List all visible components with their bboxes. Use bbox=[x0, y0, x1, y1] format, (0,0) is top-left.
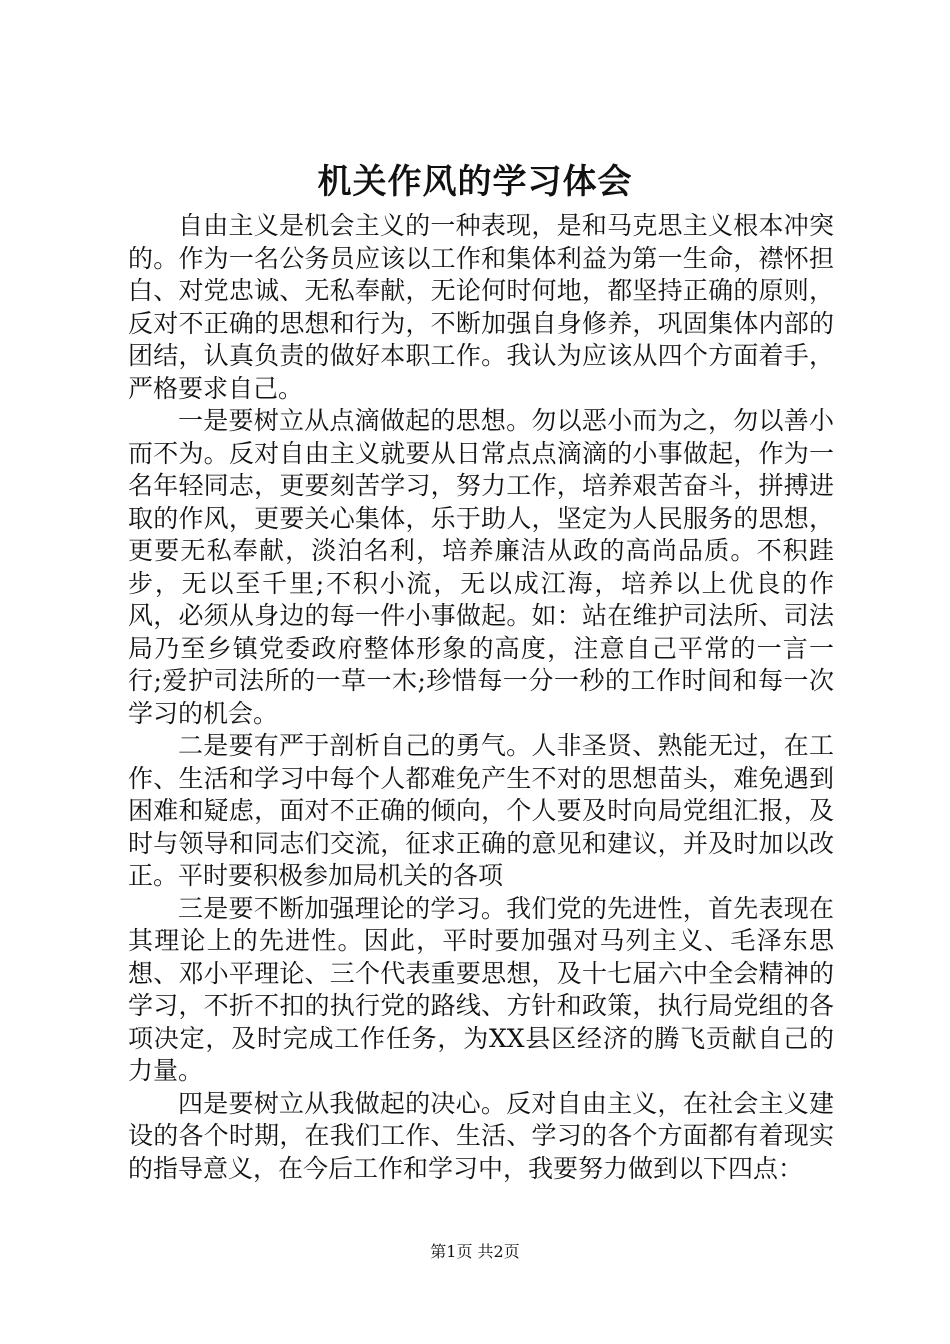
paragraph-4: 三是要不断加强理论的学习。我们党的先进性，首先表现在其理论上的先进性。因此，平时要加强对马列主义、毛泽东思想、邓小平理论、三个代表重要思想，及十七届六中全会精神的学习，不折不扣的执行党的路线、方针和政策，执行局党组的各项决定，及时完成工作任务，为XX县区经济的腾飞贡献自己的力量。 bbox=[128, 893, 834, 1085]
paragraph-1: 自由主义是机会主义的一种表现，是和马克思主义根本冲突的。作为一名公务员应该以工作和集体利益为第一生命，襟怀担白、对党忠诚、无私奉献，无论何时何地，都坚持正确的原则，反对不正确的思想和行为，不断加强自身修养，巩固集体内部的团结，认真负责的做好本职工作。我认为应该从四个方面着手，严格要求自己。 bbox=[128, 211, 834, 403]
paragraph-5: 四是要树立从我做起的决心。反对自由主义，在社会主义建设的各个时期，在我们工作、生活、学习的各个方面都有着现实的指导意义，在今后工作和学习中，我要努力做到以下四点： bbox=[128, 1088, 834, 1183]
paragraph-3: 二是要有严于剖析自己的勇气。人非圣贤、熟能无过，在工作、生活和学习中每个人都难免产生不对的思想苗头，难免遇到困难和疑虑，面对不正确的倾向，个人要及时向局党组汇报，及时与领导和同志们交流，征求正确的意见和建议，并及时加以改正。平时要积极参加局机关的各项 bbox=[128, 731, 834, 890]
document-title: 机关作风的学习体会 bbox=[317, 162, 633, 202]
page-footer: 第1页 共2页 bbox=[430, 1242, 520, 1261]
document-body bbox=[128, 210, 834, 1185]
paragraph-2: 一是要树立从点滴做起的思想。勿以恶小而为之，勿以善小而不为。反对自由主义就要从日常点点滴滴的小事做起，作为一名年轻同志，更要刻苦学习，努力工作，培养艰苦奋斗，拼搏进取的作风，更要关心集体，乐于助人，坚定为人民服务的思想，更要无私奉献，淡泊名利，培养廉洁从政的高尚品质。不积跬步，无以至千里;不积小流，无以成江海，培养以上优良的作风，必须从身边的每一件小事做起。如：站在维护司法所、司法局乃至乡镇党委政府整体形象的高度，注意自己平常的一言一行;爱护司法所的一草一木;珍惜每一分一秒的工作时间和每一次学习的机会。 bbox=[128, 406, 834, 728]
